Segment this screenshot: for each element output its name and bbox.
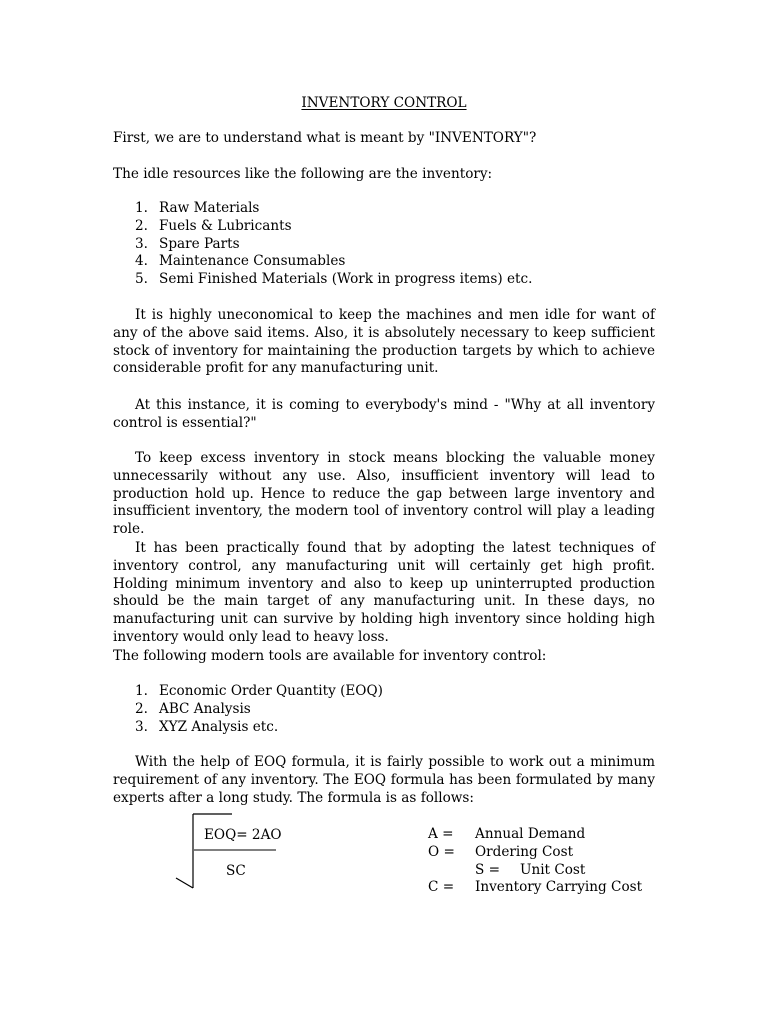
- paragraph-why-control: At this instance, it is coming to everybody's mind - "Why at all inventory control is essential?": [113, 397, 655, 431]
- formula-numerator: EOQ= 2AO: [204, 827, 282, 843]
- tools-list: [135, 683, 383, 736]
- tools-line: The following modern tools are available for inventory control:: [113, 648, 547, 664]
- list-item: 1. Raw Materials: [135, 200, 260, 216]
- list-item: 1. Economic Order Quantity (EOQ): [135, 683, 383, 699]
- eoq-formula: [172, 812, 292, 890]
- paragraph-uneconomical: It is highly uneconomical to keep the machines and men idle for want of any of the above said items. Also, it is absolutely necessary to keep sufficient stock of inventory for maintaining the production targets by which to achieve considerable profit for any manufacturing unit.: [113, 307, 655, 377]
- list-item: 4. Maintenance Consumables: [135, 253, 346, 270]
- document-title: INVENTORY CONTROL: [301, 95, 467, 111]
- list-item: 3. XYZ Analysis etc.: [135, 718, 279, 735]
- resources-list: [135, 200, 532, 289]
- paragraph-latest-techniques: It has been practically found that by adopting the latest techniques of inventory control, any manufacturing unit will certainly get high profit. Holding minimum inventory and also to keep up uninterrupted production should be the main target of any manufacturing unit. In these days, no manufacturing unit can survive by holding high inventory since holding high inventory would only lead to heavy loss.: [113, 540, 655, 645]
- list-item: 3. Spare Parts: [135, 235, 240, 252]
- idle-resources-line: The idle resources like the following are the inventory:: [113, 166, 493, 182]
- document-page: INVENTORY CONTROL First, we are to understand what is meant by "INVENTORY"? The idle resources like the following are the inventory: 1. Raw Materials 2. Fuels & Lubricants 3. Spare Parts 4. Maintenance Consumables 5. Semi Finished Materials (Work in progress items) etc. It is highly uneconomical to keep the machines and men idle for want of any of the above said items. Also, it is absolutely necessary to keep sufficient stock of inventory for maintaining the production targets by which to achieve considerable profit for any manufacturing unit. At this instance, it is coming to everybody's mind - "Why at all inventory control is essential?" To keep excess inventory in stock means blocking the valuable money unnecessarily without any use. Also, insufficient inventory will lead to production hold up. Hence to reduce the gap between large inventory and insufficient inventory, the modern tool of inventory control will play a leading role. It has been practically found that by adopting the latest techniques of inventory control, any manufacturing unit will certainly get high profit. Holding minimum inventory and also to keep up uninterrupted production should be the main target of any manufacturing unit. In these days, no manufacturing unit can survive by holding high inventory since holding high inventory would only lead to heavy loss. The following modern tools are available for inventory control: 1. Economic Order Quantity (EOQ) 2. ABC Analysis 3. XYZ Analysis etc. With the help of EOQ formula, it is fairly possible to work out a minimum requirement of any inventory. The EOQ formula has been formulated by many experts after a long study. The formula is as follows: EOQ= 2AO SC A = Annual Demand O = Ordering Cost S = Unit Cost C = Inventory Carrying Cost: [0, 0, 768, 1024]
- paragraph-eoq-help: With the help of EOQ formula, it is fairly possible to work out a minimum requirement of any inventory. The EOQ formula has been formulated by many experts after a long study. The formula is as follows:: [113, 754, 655, 806]
- intro-question: First, we are to understand what is meant by "INVENTORY"?: [113, 130, 537, 146]
- paragraph-excess-inventory: To keep excess inventory in stock means blocking the valuable money unnecessarily without any use. Also, insufficient inventory will lead to production hold up. Hence to reduce the gap between large inventory and insufficient inventory, the modern tool of inventory control will play a leading role.: [113, 450, 655, 538]
- list-item: 2. ABC Analysis: [135, 700, 251, 717]
- list-item: 2. Fuels & Lubricants: [135, 217, 292, 234]
- list-item: 5. Semi Finished Materials (Work in progress items) etc.: [135, 271, 533, 288]
- formula-denominator: SC: [226, 863, 246, 879]
